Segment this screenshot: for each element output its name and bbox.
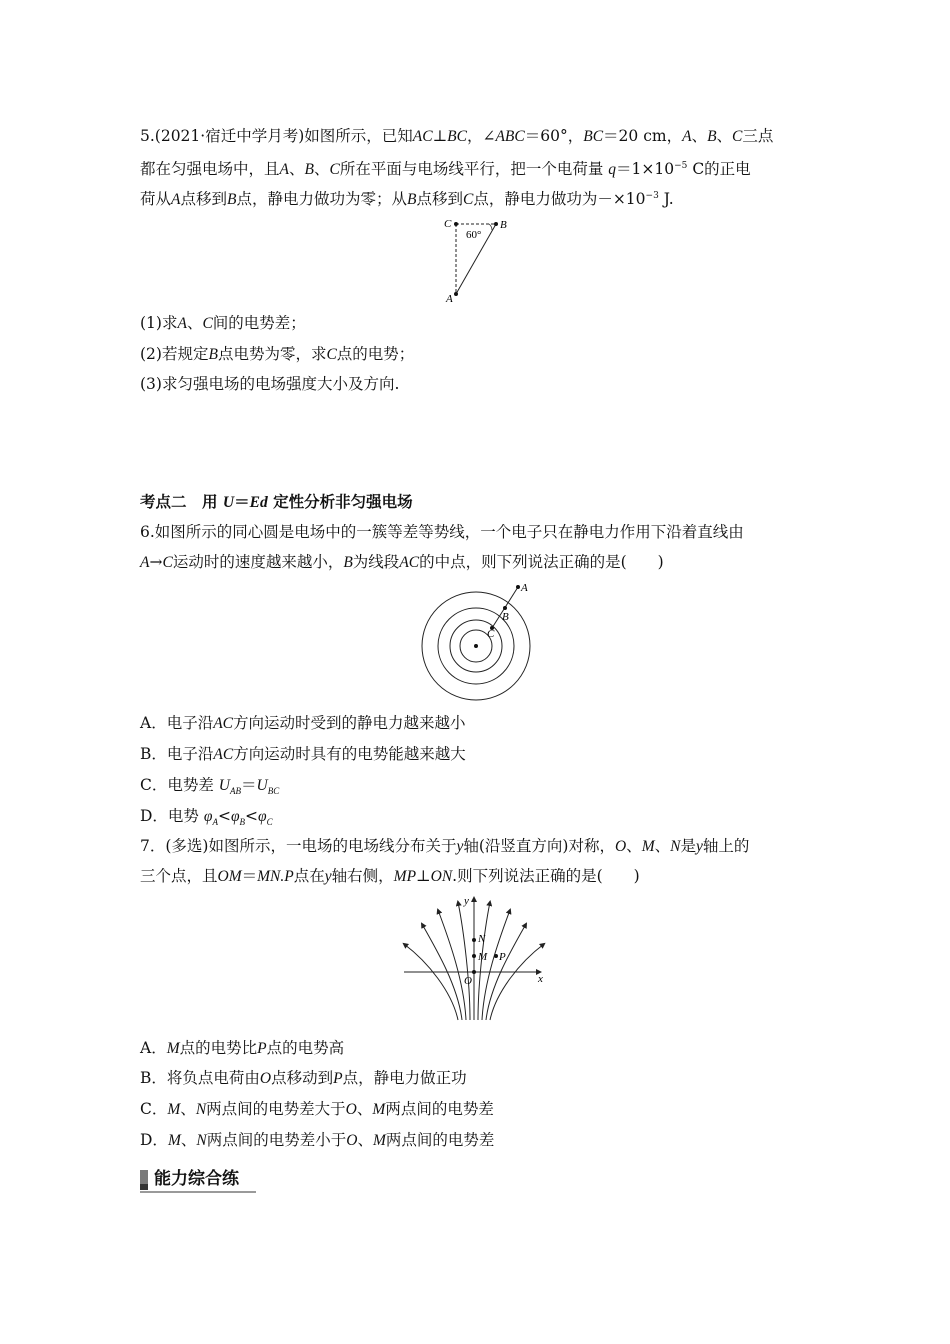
point-b (503, 606, 507, 610)
q5-sub-1: (1)求A、C间的电势差； (140, 314, 306, 332)
label-x: x (538, 973, 543, 985)
label-c: C (444, 218, 452, 230)
q5-sub-3: (3)求匀强电场的电场强度大小及方向. (140, 375, 400, 393)
point-m (472, 954, 476, 958)
label-y: y (464, 895, 469, 907)
label-n: N (478, 933, 486, 945)
field-lines-figure (398, 892, 558, 1024)
q6-option-b: B．电子沿AC方向运动时具有的电势能越来越大 (140, 745, 466, 763)
banner-underline (140, 1191, 256, 1193)
q7-option-c: C．M、N两点间的电势差大于O、M两点间的电势差 (140, 1100, 494, 1118)
q5-sub-2: (2)若规定B点电势为零，求C点的电势； (140, 345, 415, 363)
triangle-figure (440, 212, 520, 304)
point-p (494, 954, 498, 958)
q6-option-a: A．电子沿AC方向运动时受到的静电力越来越小 (140, 714, 466, 732)
q5-line-1: 5.(2021·宿迁中学月考)如图所示，已知AC⊥BC，∠ABC＝60°，BC＝20 cm，A、B、C三点 (140, 127, 774, 145)
q6-option-c: C．电势差 $U_{AB}=U_{BC}$ (140, 776, 280, 797)
q7-line-2: 三个点，且OM＝MN.P点在y轴右侧，MP⊥ON.则下列说法正确的是( ) (140, 867, 640, 885)
q5-line-3: 荷从A点移到B点，静电力做功为零；从B点移到C点，静电力做功为$-\times 10^{-3}$ J. (140, 190, 674, 209)
q7-line-1: 7．(多选)如图所示，一电场的电场线分布关于y轴(沿竖直方向)对称，O、M、N是y轴上的 (140, 837, 750, 855)
point-c (454, 222, 458, 226)
label-a: A (446, 293, 453, 304)
q5-line-2: 都在匀强电场中，且A、B、C所在平面与电场线平行，把一个电荷量 $q=1\times 10^{-5}$ C的正电 (140, 160, 751, 179)
point-n (472, 938, 476, 942)
label-p: P (499, 951, 506, 963)
point-a (516, 585, 520, 589)
label-b: B (500, 219, 507, 231)
point-o (472, 970, 476, 974)
section-2-title: 考点二 用 U＝Ed 定性分析非匀强电场 (140, 493, 413, 511)
q7-option-b: B．将负点电荷由O点移动到P点，静电力做正功 (140, 1069, 467, 1087)
q6-line-1: 6.如图所示的同心圆是电场中的一簇等差等势线，一个电子只在静电力作用下沿着直线由 (140, 523, 744, 541)
banner-marker-base (140, 1184, 148, 1190)
label-b: B (502, 611, 509, 623)
concentric-circles-figure (418, 578, 538, 702)
label-c: C (487, 628, 495, 640)
center-point (474, 644, 478, 648)
section-banner (140, 1168, 256, 1192)
q7-option-a: A．M点的电势比P点的电势高 (140, 1039, 345, 1057)
banner-title: 能力综合练 (154, 1169, 239, 1189)
label-angle: 60° (466, 229, 482, 241)
label-a: A (521, 582, 528, 594)
point-b (494, 222, 498, 226)
label-m: M (478, 951, 488, 963)
point-a (454, 292, 458, 296)
q6-line-2: A→C运动时的速度越来越小，B为线段AC的中点，则下列说法正确的是( ) (140, 553, 664, 571)
q7-option-d: D．M、N两点间的电势差小于O、M两点间的电势差 (140, 1131, 495, 1149)
label-o: O (464, 975, 472, 987)
q6-option-d: D．电势 $\varphi_A<\varphi_B<\varphi_C$ (140, 807, 273, 828)
angle-arc (489, 224, 492, 230)
field-line-l4 (404, 944, 458, 1020)
